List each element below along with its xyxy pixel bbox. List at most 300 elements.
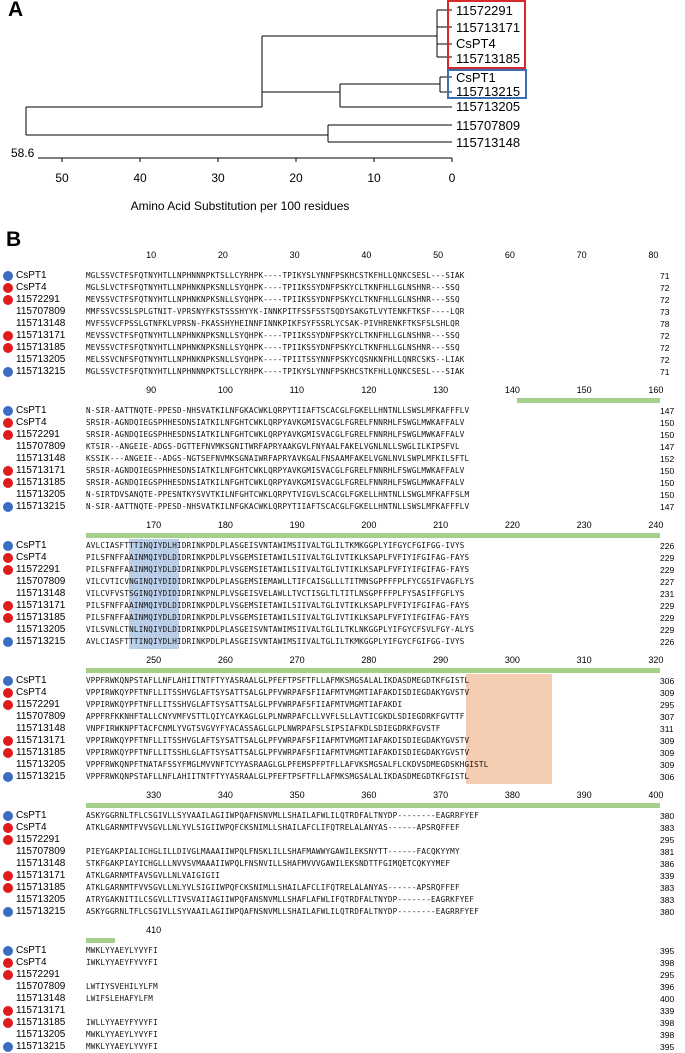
sequence-name: 115713205 [16, 354, 66, 365]
alignment-row [0, 994, 685, 1005]
red-dot-marker [3, 871, 13, 881]
blue-dot-marker [3, 367, 13, 377]
sequence-text: PILSFNFFAAINMQIYDLDIDRINKPDLPLVSGEMSIETAWILSIIVALTGLIVTIKLKSAPLFVFIYIFGIFAG-FAYS [86, 553, 470, 562]
sequence-text: ATKLGARNMTFAVSGVLLNLVAIGIGII [86, 871, 221, 880]
sequence-text: PIEYGAKPIALICHGLILLDIVGLMAAAIIWPQLFNSKLILLSHAFMAWWYGAWILEKSNYTT------FACQKYYMY [86, 847, 460, 856]
sequence-length: 309 [660, 760, 675, 770]
red-dot-marker [3, 883, 13, 893]
transmembrane-bar [517, 398, 661, 403]
alignment-row [0, 307, 685, 318]
sequence-length: 152 [660, 454, 675, 464]
sequence-text: VILCVTICVNGINQIYDIDIDRINKPDLPLASGEMSIEMAWLLTIFCAISGLLLTITMNSGPFFFPLFYCGSIFVAGFLYS [86, 577, 475, 586]
alignment-row [0, 478, 685, 489]
sequence-name: 11572291 [16, 564, 60, 575]
sequence-text: SRSIR-AGNDQIEGSPHHESDNSIATKILNFGHTCWKLQRPYAVKGMISVACGLFGRELFNNRHLFSWGLMWKAFFALV [86, 478, 465, 487]
ruler-number: 260 [217, 655, 233, 665]
leaf-115713148: 115713148 [456, 135, 521, 150]
alignment-row [0, 811, 685, 822]
blue-dot-marker [3, 772, 13, 782]
sequence-text: MWKLYYAEYLYVYFI [86, 1030, 158, 1039]
sequence-length: 229 [660, 553, 675, 563]
alignment-row [0, 490, 685, 501]
ruler-number: 50 [433, 250, 444, 260]
ruler-number: 300 [504, 655, 520, 665]
alignment-row [0, 958, 685, 969]
ruler-number: 80 [648, 250, 659, 260]
sequence-text: ASKYGGRNLTFLCSGIVLLSYVAAILAGIIWPQAFNSNVMLLSHAILAFWLILQTRDFALTNYDP--------EAGRRFYEF [86, 811, 479, 820]
alignment-row [0, 700, 685, 711]
ruler-number: 170 [146, 520, 162, 530]
ruler-number: 360 [361, 790, 377, 800]
axis-tick-50: 50 [55, 171, 69, 185]
sequence-text: MWKLYYAEYLYVYFI [86, 1042, 158, 1051]
ruler-number: 410 [146, 925, 162, 935]
sequence-text: LWTIYSVEHILYLFM [86, 982, 158, 991]
sequence-length: 229 [660, 625, 675, 635]
sequence-name: 115713148 [16, 453, 66, 464]
blue-dot-marker [3, 1042, 13, 1052]
sequence-name: 115713171 [16, 735, 66, 746]
alignment-row [0, 982, 685, 993]
ruler-number: 340 [217, 790, 233, 800]
sequence-name: 115713185 [16, 342, 66, 353]
red-dot-marker [3, 553, 13, 563]
alignment-row [0, 847, 685, 858]
panel-b-label: B [6, 228, 22, 251]
blue-dot-marker [3, 502, 13, 512]
alignment-row [0, 406, 685, 417]
red-dot-marker [3, 430, 13, 440]
red-dot-marker [3, 613, 13, 623]
sequence-text: N-SIR-AATTNQTE-PPESD-NHSVATKILNFGKACWKLQRPYTIIAFTSCACGLFGKELLHNTNLLSWSLMFKAFFFLV [86, 502, 470, 511]
alignment-row [0, 430, 685, 441]
ruler-number: 180 [217, 520, 233, 530]
sequence-text: KTSIR--ANGEIE-ADGS-DGTTEFNVMKSGNITWRFAPRYAAKGVLFNYAALFAKELVGNLNLLSWGLILKIPSFVL [86, 442, 460, 451]
ruler-number: 190 [289, 520, 305, 530]
sequence-length: 383 [660, 883, 675, 893]
sequence-text: SRSIR-AGNDQIEGSPHHESDNSIATKILNFGHTCWKLQRPYAVKGMISVACGLFGRELFNNRHLFSWGLMWKAFFALV [86, 430, 465, 439]
sequence-text: SRSIR-AGNDQIEGSPHHESDNSIATKILNFGHTCWKLQRPYAVKGMISVACGLFGRELFNNRHLFSWGLMWKAFFALV [86, 466, 465, 475]
alignment-row [0, 712, 685, 723]
sequence-name: 115707809 [16, 306, 66, 317]
ruler-number: 310 [576, 655, 592, 665]
alignment-row [0, 736, 685, 747]
red-dot-marker [3, 418, 13, 428]
sequence-name: 115713171 [16, 870, 66, 881]
sequence-text: IWKLYYAEYFYVYFI [86, 958, 158, 967]
ruler-number: 90 [146, 385, 157, 395]
sequence-text: IWLLYYAEYFYVYFI [86, 1018, 158, 1027]
sequence-name: 115713215 [16, 771, 66, 782]
red-dot-marker [3, 835, 13, 845]
ruler-number: 60 [504, 250, 515, 260]
sequence-text: N-SIRTDVSANQTE-PPESNTKYSVVTKILNFGHTCWKLQRPYTVIGVLSCACGLFGKELLHNTNLLSWGLMFKAFFSLM [86, 490, 470, 499]
sequence-length: 400 [660, 994, 675, 1004]
sequence-name: 115713205 [16, 489, 66, 500]
alignment-row [0, 577, 685, 588]
sequence-name: 115713171 [16, 465, 66, 476]
sequence-text: VPPFRWKQNPFTNATAFSSYFMGLMVVNFTCYYASRAAGLGLPFEMSPFPTFLLAFVKSMGSALFLCKDVSDMEGDSKHGISTL [86, 760, 489, 769]
sequence-name: CsPT1 [16, 540, 47, 551]
tree-leaves [456, 3, 520, 150]
sequence-length: 229 [660, 601, 675, 611]
ruler-number: 130 [433, 385, 449, 395]
ruler-number: 100 [217, 385, 233, 395]
sequence-name: 115713185 [16, 747, 66, 758]
leaf-11572291: 11572291 [456, 3, 513, 18]
sequence-length: 229 [660, 565, 675, 575]
alignment-row [0, 454, 685, 465]
sequence-name: CsPT1 [16, 270, 47, 281]
transmembrane-bar [86, 668, 660, 673]
alignment-row [0, 625, 685, 636]
red-dot-marker [3, 823, 13, 833]
ruler-number: 250 [146, 655, 162, 665]
ruler-number: 160 [648, 385, 664, 395]
leaf-115713205: 115713205 [456, 99, 521, 114]
red-dot-marker [3, 283, 13, 293]
sequence-text: VPPIRWKQYPFTNFLLITSSHVGLAFTSYSATTSALGLPFVWRPAFSFIIAFMTVMGMTIAFAKDISDIEGDAKYGVSTV [86, 688, 470, 697]
ruler-number: 210 [433, 520, 449, 530]
alignment-row [0, 541, 685, 552]
alignment-row [0, 565, 685, 576]
sequence-name: 115713185 [16, 612, 66, 623]
axis-tick-10: 10 [367, 171, 381, 185]
ruler-number: 370 [433, 790, 449, 800]
leaf-115713185: 115713185 [456, 51, 521, 66]
sequence-length: 72 [660, 331, 670, 341]
sequence-text: MVFSSVCFPSSLGTNFKLVPRSN-FKASSHYHEINNFINNKPIKFSYFSSRLYCSAK-PIVHRENKFTKSFSLSHLQR [86, 319, 460, 328]
sequence-name: 115707809 [16, 576, 66, 587]
alignment-row [0, 748, 685, 759]
red-dot-marker [3, 688, 13, 698]
sequence-length: 395 [660, 1042, 675, 1052]
alignment-row [0, 907, 685, 918]
sequence-length: 307 [660, 712, 675, 722]
sequence-name: CsPT4 [16, 282, 47, 293]
sequence-name: 115713215 [16, 906, 66, 917]
sequence-name: 115707809 [16, 441, 66, 452]
alignment-row [0, 283, 685, 294]
ruler-number: 40 [361, 250, 372, 260]
sequence-text: PILSFNFFAAINMQIYDLDIDRINKPDLPLVSGEMSIETAWILSIIVALTGLIVTIKLKSAPLFVFIYIFGIFAG-FAYS [86, 565, 470, 574]
ruler-number: 220 [504, 520, 520, 530]
blue-dot-marker [3, 271, 13, 281]
red-dot-marker [3, 970, 13, 980]
ruler-number: 120 [361, 385, 377, 395]
sequence-length: 398 [660, 1030, 675, 1040]
sequence-text: VPPFRWKQNPSTAFLLNFLAHIITNTFTYYASRAALGLPFEFTPSFTFLLAFMKSMGSALALIKDASDMEGDTKFGISTL [86, 772, 470, 781]
alignment-row [0, 1018, 685, 1029]
ruler-number: 140 [504, 385, 520, 395]
alignment-row [0, 688, 685, 699]
sequence-length: 398 [660, 958, 675, 968]
alignment-row [0, 271, 685, 282]
alignment-row [0, 883, 685, 894]
sequence-text: ATKLGARNMTFVVSGVLLNLYVLSIGIIWPQFCKSNIMLLSHAILAFCLIFQTRELALANYAS------APSRQFFEF [86, 883, 460, 892]
sequence-length: 150 [660, 466, 675, 476]
sequence-name: 115713215 [16, 636, 66, 647]
alignment-row [0, 466, 685, 477]
sequence-text: MEVSSVCTFSFQTNYHTLLNPHNKNPKSNLLSYQHPK----TPIIKSSYDNFPSKYCLTKNFHLLGLNSHNR---SSQ [86, 295, 460, 304]
sequence-text: VILCVFVSTSGINQIYDIDIDRINKPNLPLVSGEISVELAWLLTVCTISGLTLTITLNSGPFFFPLFYSASIFFGFLYS [86, 589, 465, 598]
red-dot-marker [3, 736, 13, 746]
sequence-length: 72 [660, 295, 670, 305]
axis-tick-0: 0 [448, 171, 456, 185]
blue-dot-marker [3, 406, 13, 416]
sequence-name: 115713148 [16, 723, 66, 734]
sequence-text: STKFGAKPIAYICHGLLLNVVSVMAAAIIWPQLFNSNVILLSHAFMVVVGAWILEKSNDTTFGIMQETCQKYYMEF [86, 859, 451, 868]
phylogenetic-tree [0, 0, 685, 215]
alignment-row [0, 553, 685, 564]
ruler-number: 380 [504, 790, 520, 800]
panel-a-label: A [8, 0, 24, 21]
sequence-name: 115713148 [16, 588, 66, 599]
sequence-name: 115713185 [16, 882, 66, 893]
sequence-name: CsPT4 [16, 957, 47, 968]
sequence-name: 115713171 [16, 1005, 66, 1016]
sequence-name: CsPT1 [16, 810, 47, 821]
ruler-number: 350 [289, 790, 305, 800]
red-dot-marker [3, 958, 13, 968]
alignment-row [0, 418, 685, 429]
alignment-row [0, 724, 685, 735]
ruler-number: 270 [289, 655, 305, 665]
sequence-length: 147 [660, 502, 675, 512]
alignment-row [0, 343, 685, 354]
sequence-text: ATRYGAKNITILCSGVLLTIVSVAIIAGIIWPQFANSNVMLLSHAFLAFWLIFQTRDFALTNYDP-------EAGRKFYEF [86, 895, 475, 904]
sequence-text: VILSVNLCTNLINQIYDLDIDRINKPDLPLASGEISVNTAWIMSIIVALTGLILTKLNKGGPLYIFGYCFSVLFGY-ALYS [86, 625, 475, 634]
tree-branches [26, 10, 452, 162]
sequence-name: 115713205 [16, 759, 66, 770]
ruler-number: 10 [146, 250, 157, 260]
alignment-row [0, 319, 685, 330]
sequence-text: VNPFIRWKNPFTACFCNMLYVGTSVGVYFYACASSAGLGLPLNWRPAFSLSIPSIAFKDLSDIEGDRKFGVSTF [86, 724, 441, 733]
sequence-length: 229 [660, 613, 675, 623]
sequence-name: CsPT1 [16, 945, 47, 956]
sequence-length: 381 [660, 847, 675, 857]
sequence-length: 78 [660, 319, 670, 329]
sequence-length: 306 [660, 772, 675, 782]
sequence-text: VPPFRWKQNPSTAFLLNFLAHIITNTFTYYASRAALGLPFEFTPSFTFLLAFMKSMGSALALIKDASDMEGDTKFGISTL [86, 676, 470, 685]
sequence-name: 11572291 [16, 699, 60, 710]
sequence-length: 311 [660, 724, 674, 734]
alignment-row [0, 295, 685, 306]
sequence-text: VPPIRWKQYPFTNFLLITSSHVGLAFTSYSATTSALGLPFVWRPAFSFIIAFMTVMGMTIAFAKDISDIEGDAKYGVSTV [86, 736, 470, 745]
ruler-number: 110 [289, 385, 305, 395]
ruler-number: 20 [217, 250, 228, 260]
ruler-number: 280 [361, 655, 377, 665]
ruler-number: 390 [576, 790, 592, 800]
sequence-name: CsPT1 [16, 405, 47, 416]
ruler-number: 330 [146, 790, 162, 800]
sequence-length: 227 [660, 577, 675, 587]
alignment-row [0, 676, 685, 687]
sequence-name: 11572291 [16, 429, 60, 440]
leaf-cspt1: CsPT1 [456, 70, 496, 85]
sequence-length: 380 [660, 811, 675, 821]
blue-dot-marker [3, 907, 13, 917]
alignment-row [0, 367, 685, 378]
alignment-row [0, 1042, 685, 1053]
sequence-text: N-SIR-AATTNQTE-PPESD-NHSVATKILNFGKACWKLQRPYTIIAFTSCACGLFGKELLHNTNLLSWSLMFKAFFFLV [86, 406, 470, 415]
sequence-text: PILSFNFFAAINMQIYDLDIDRINKPDLPLVSGEMSIETAWILSIIVALTGLIVTIKLKSAPLFVFIYIFGIFAG-FAYS [86, 613, 470, 622]
red-dot-marker [3, 478, 13, 488]
sequence-name: 115713215 [16, 501, 66, 512]
sequence-length: 339 [660, 871, 675, 881]
red-dot-marker [3, 700, 13, 710]
ruler-number: 290 [433, 655, 449, 665]
alignment-row [0, 1006, 685, 1017]
blue-dot-marker [3, 811, 13, 821]
leaf-115713215: 115713215 [456, 84, 521, 99]
sequence-text: ATKLGARNMTFVVSGVLLNLYVLSIGIIWPQFCKSNIMLLSHAILAFCLIFQTRELALANYAS------APSRQFFEF [86, 823, 460, 832]
sequence-name: 115707809 [16, 846, 66, 857]
axis-tick-40: 40 [133, 171, 147, 185]
alignment-row [0, 331, 685, 342]
sequence-length: 72 [660, 283, 670, 293]
sequence-length: 150 [660, 478, 675, 488]
alignment-row [0, 589, 685, 600]
sequence-name: 115713171 [16, 330, 66, 341]
sequence-length: 226 [660, 541, 675, 551]
sequence-text: APPFRFKKNHFTALLCNYVMFVSTTLQIYCAYKAGLGLPLNWRPAFCLLVVFLSLLAVTICGKDLSDIEGDRKFGVTTF [86, 712, 465, 721]
sequence-name: 115713148 [16, 318, 66, 329]
sequence-name: 115707809 [16, 711, 66, 722]
sequence-text: KSSIK---ANGEIE--ADGS-NGTSEFNVMKSGNAIWRFAPRYAVKGALFNSAAMFAKELVGNLNVLSWPLMFKILSFTL [86, 454, 470, 463]
root-value: 58.6 [11, 146, 35, 160]
sequence-length: 309 [660, 748, 675, 758]
sequence-text: MGLSLVCTFSFQTNYHTLLNPHNKNPKSNLLSYQHPK----TPIIKSSYDNFPSKYCLTKNFHLLGLNSHNR---SSQ [86, 283, 460, 292]
sequence-text: MEVSSVCTFSFQTNYHTLLNPHNKNPKSNLLSYQHPK----TPIIKSSYDNFPSKYCLTKNFHLLGLNSHNR---SSQ [86, 331, 460, 340]
sequence-name: 11572291 [16, 294, 60, 305]
sequence-name: 115713205 [16, 624, 66, 635]
sequence-name: 115713215 [16, 1041, 66, 1052]
sequence-length: 396 [660, 982, 675, 992]
sequence-length: 380 [660, 907, 675, 917]
sequence-length: 71 [660, 271, 670, 281]
blue-dot-marker [3, 541, 13, 551]
sequence-text: MGLSSVCTFSFQTNYHTLLNPHNNNPKTSLLCYRHPK----TPIKYSLYNNFPSKHCSTKFHLLQNKCSESL---SIAK [86, 271, 465, 280]
alignment-row [0, 760, 685, 771]
axis-label: Amino Acid Substitution per 100 residues [130, 199, 350, 213]
sequence-text: VPPIRWKQYPFTNFLLITSSHLGLAFTSYSATTSALGLPFVWRPAFSFIIAFMTVMGMTIAFAKDISDIEGDAKYGVSTV [86, 748, 470, 757]
sequence-length: 150 [660, 430, 675, 440]
axis-tick-20: 20 [289, 171, 303, 185]
sequence-name: 115713148 [16, 993, 66, 1004]
alignment-row [0, 895, 685, 906]
alignment-row [0, 871, 685, 882]
blue-dot-marker [3, 676, 13, 686]
sequence-text: MGLSSVCTFSFQTNYHTLLNPHNNNPKTSLLCYRHPK----TPIKYSLYNNFPSKHCSTKFHLLQNKCSESL---SIAK [86, 367, 465, 376]
sequence-name: 11572291 [16, 969, 60, 980]
blue-dot-marker [3, 946, 13, 956]
sequence-text: VPPIRWKQYPFTNFLLITSSHVGLAFTSYSATTSALGLPFVWRPAFSFIIAFMTVMGMTIAFAKDI [86, 700, 403, 709]
leaf-115707809: 115707809 [456, 118, 521, 133]
sequence-length: 150 [660, 490, 675, 500]
red-dot-marker [3, 1018, 13, 1028]
sequence-name: 115713205 [16, 894, 66, 905]
sequence-name: 115707809 [16, 981, 66, 992]
ruler-number: 320 [648, 655, 664, 665]
sequence-length: 147 [660, 406, 675, 416]
alignment-row [0, 823, 685, 834]
sequence-name: 115713185 [16, 1017, 66, 1028]
sequence-text: MWKLYYAEYLYVYFI [86, 946, 158, 955]
sequence-name: CsPT4 [16, 687, 47, 698]
blue-dot-marker [3, 637, 13, 647]
sequence-length: 147 [660, 442, 675, 452]
sequence-length: 295 [660, 835, 675, 845]
alignment-row [0, 835, 685, 846]
sequence-length: 72 [660, 343, 670, 353]
sequence-length: 73 [660, 307, 670, 317]
sequence-length: 295 [660, 700, 675, 710]
sequence-length: 386 [660, 859, 675, 869]
red-dot-marker [3, 601, 13, 611]
red-dot-marker [3, 1006, 13, 1016]
sequence-length: 231 [660, 589, 675, 599]
leaf-115713171: 115713171 [456, 20, 521, 35]
ruler-number: 200 [361, 520, 377, 530]
sequence-length: 395 [660, 946, 675, 956]
sequence-length: 72 [660, 355, 670, 365]
sequence-text: MELSSVCNFSFQTNYHTLLNPHNKNPKSNLLSYQHPK----TPIITSSYNNFPSKYCQSNKNFHLLQNRCSKS--LIAK [86, 355, 465, 364]
leaf-cspt4: CsPT4 [456, 36, 496, 51]
sequence-length: 309 [660, 688, 675, 698]
alignment-row [0, 442, 685, 453]
axis-tick-30: 30 [211, 171, 225, 185]
sequence-length: 306 [660, 676, 675, 686]
alignment-row [0, 355, 685, 366]
ruler-number: 30 [289, 250, 300, 260]
red-dot-marker [3, 295, 13, 305]
ruler-number: 240 [648, 520, 664, 530]
sequence-length: 295 [660, 970, 675, 980]
alignment-row [0, 859, 685, 870]
sequence-text: PILSFNFFAAINMQIYDLDIDRINKPDLPLVSGEMSIETAWILSIIVALTGLIVTIKLKSAPLFVFIYIFGIFAG-FAYS [86, 601, 470, 610]
sequence-length: 71 [660, 367, 670, 377]
sequence-text: AVLCIASFTTTINQIYDLHIDRINKPDLPLASGEISVNTAWIMSIIVALTGLILTKMKGGPLYIFGYCFGIFGG-IVYS [86, 541, 465, 550]
red-dot-marker [3, 331, 13, 341]
alignment-row [0, 502, 685, 513]
sequence-name: 115713171 [16, 600, 66, 611]
sequence-text: LWIFSLEHAFYLFM [86, 994, 154, 1003]
tree-axis-labels [11, 146, 456, 213]
alignment-row [0, 1030, 685, 1041]
sequence-length: 226 [660, 637, 675, 647]
transmembrane-bar [86, 533, 660, 538]
ruler-number: 70 [576, 250, 587, 260]
sequence-name: 115713215 [16, 366, 66, 377]
sequence-text: SRSIR-AGNDQIEGSPHHESDNSIATKILNFGHTCWKLQRPYAVKGMISVACGLFGRELFNNRHLFSWGLMWKAFFALV [86, 418, 465, 427]
alignment-row [0, 946, 685, 957]
ruler-number: 400 [648, 790, 664, 800]
sequence-text: AVLCIASFTTTINQIYDLHIDRINKPDLPLASGEISVNTAWIMSIIVALTGLILTKMKGGPLYIFGYCFGIFGG-IVYS [86, 637, 465, 646]
sequence-text: MMFSSVCSSLSPLGTNIT-VPRSNYFKSTSSSHYYK-INNKPITFSSFSSTSQDYSAKGTLVYTENKFTKSF----LQR [86, 307, 465, 316]
sequence-text: ASKYGGRNLTFLCSGIVLLSYVAAILAGIIWPQAFNSNVMLLSHAILAFWLILQTRDFALTNYDP--------EAGRRFYEF [86, 907, 479, 916]
sequence-length: 339 [660, 1006, 675, 1016]
ruler-number: 150 [576, 385, 592, 395]
alignment-row [0, 613, 685, 624]
sequence-length: 383 [660, 823, 675, 833]
sequence-name: CsPT4 [16, 552, 47, 563]
sequence-name: 115713205 [16, 1029, 66, 1040]
red-dot-marker [3, 466, 13, 476]
sequence-text: MEVSSVCTFSFQTNYHTLLNPHNKNPKSNLLSYQHPK----TPIIKSSYDNFPSKYCLTKNFHLLGLNSHNR---SSQ [86, 343, 460, 352]
sequence-name: CsPT4 [16, 417, 47, 428]
alignment-row [0, 772, 685, 783]
